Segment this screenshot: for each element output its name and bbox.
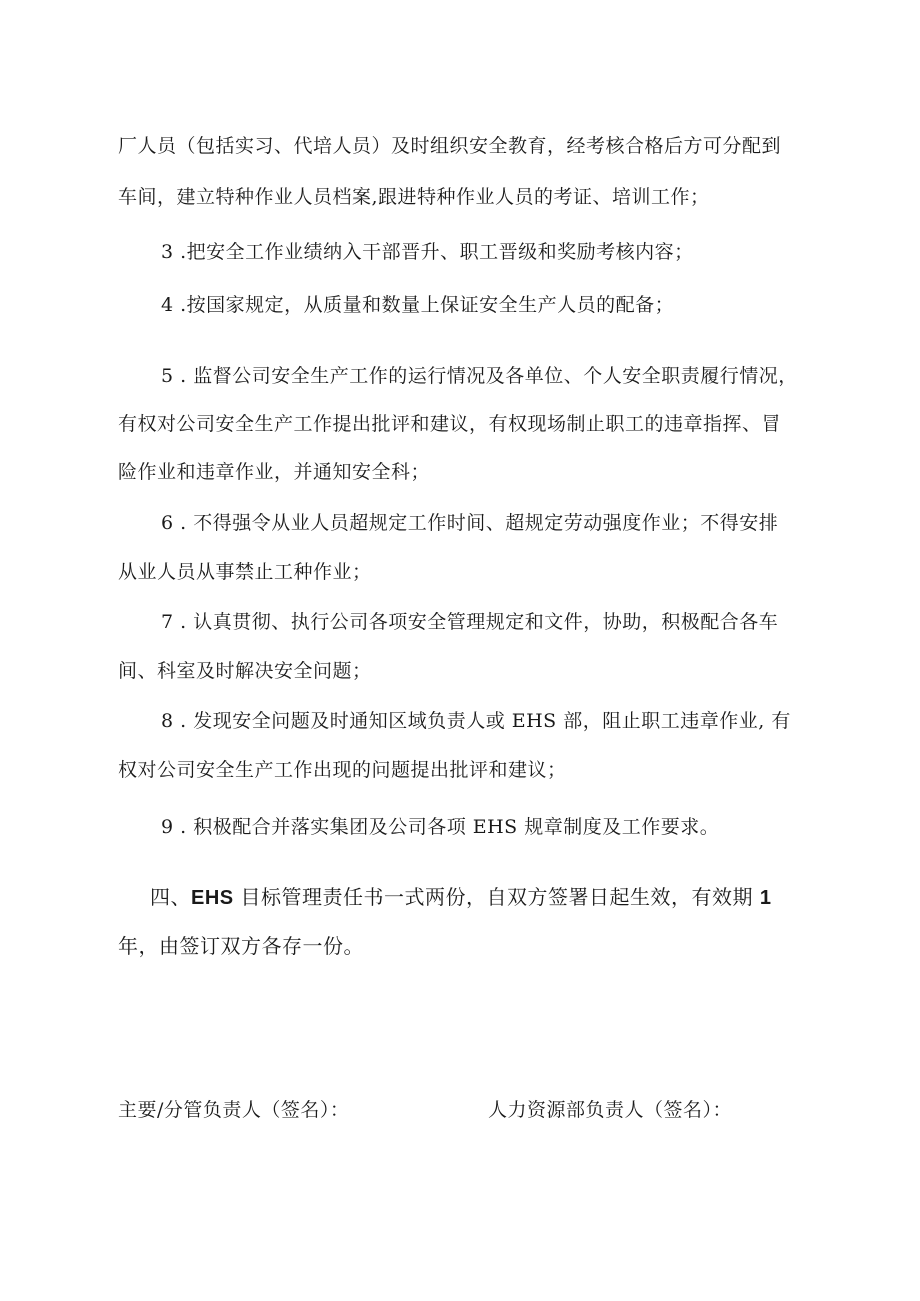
item-5: 5 . 监督公司安全生产工作的运行情况及各单位、个人安全职责履行情况， — [161, 365, 798, 387]
paragraph-line: 厂人员（包括实习、代培人员）及时组织安全教育，经考核合格后方可分配到 — [118, 135, 782, 157]
signature-right-label: 人力资源部负责人（签名）： — [488, 1099, 733, 1121]
item-9: 9 . 积极配合并落实集团及公司各项 EHS 规章制度及工作要求。 — [161, 816, 720, 838]
signature-left-label: 主要/分管负责人（签名）： — [118, 1099, 350, 1121]
clause-four-line2: 年，由签订双方各存一份。 — [118, 934, 364, 958]
paragraph-line: 从业人员从事禁止工种作业； — [118, 561, 372, 583]
clause-four-period: 1 — [759, 887, 772, 909]
item-6: 6 . 不得强令从业人员超规定工作时间、超规定劳动强度作业；不得安排 — [161, 512, 779, 534]
paragraph-line: 有权对公司安全生产工作提出批评和建议，有权现场制止职工的违章指挥、冒 — [118, 413, 782, 435]
item-8: 8 . 发现安全问题及时通知区域负责人或 EHS 部，阻止职工违章作业, 有 — [161, 710, 791, 732]
paragraph-line: 间、科室及时解决安全问题； — [118, 660, 372, 682]
item-7: 7 . 认真贯彻、执行公司各项安全管理规定和文件，协助，积极配合各车 — [161, 611, 779, 633]
item-4: 4 .按国家规定，从质量和数量上保证安全生产人员的配备； — [161, 294, 675, 316]
clause-four-ehs: EHS — [191, 887, 234, 909]
clause-four-middle: 目标管理责任书一式两份，自双方签署日起生效，有效期 — [233, 885, 760, 909]
paragraph-line: 车间，建立特种作业人员档案,跟进特种作业人员的考证、培训工作； — [118, 186, 710, 208]
item-3: 3 .把安全工作业绩纳入干部晋升、职工晋级和奖励考核内容； — [161, 241, 694, 263]
clause-four-prefix: 四、 — [150, 885, 191, 909]
paragraph-line: 险作业和违章作业，并通知安全科； — [118, 461, 431, 483]
paragraph-line: 权对公司安全生产工作出现的问题提出批评和建议； — [118, 759, 567, 781]
clause-four — [150, 885, 771, 910]
